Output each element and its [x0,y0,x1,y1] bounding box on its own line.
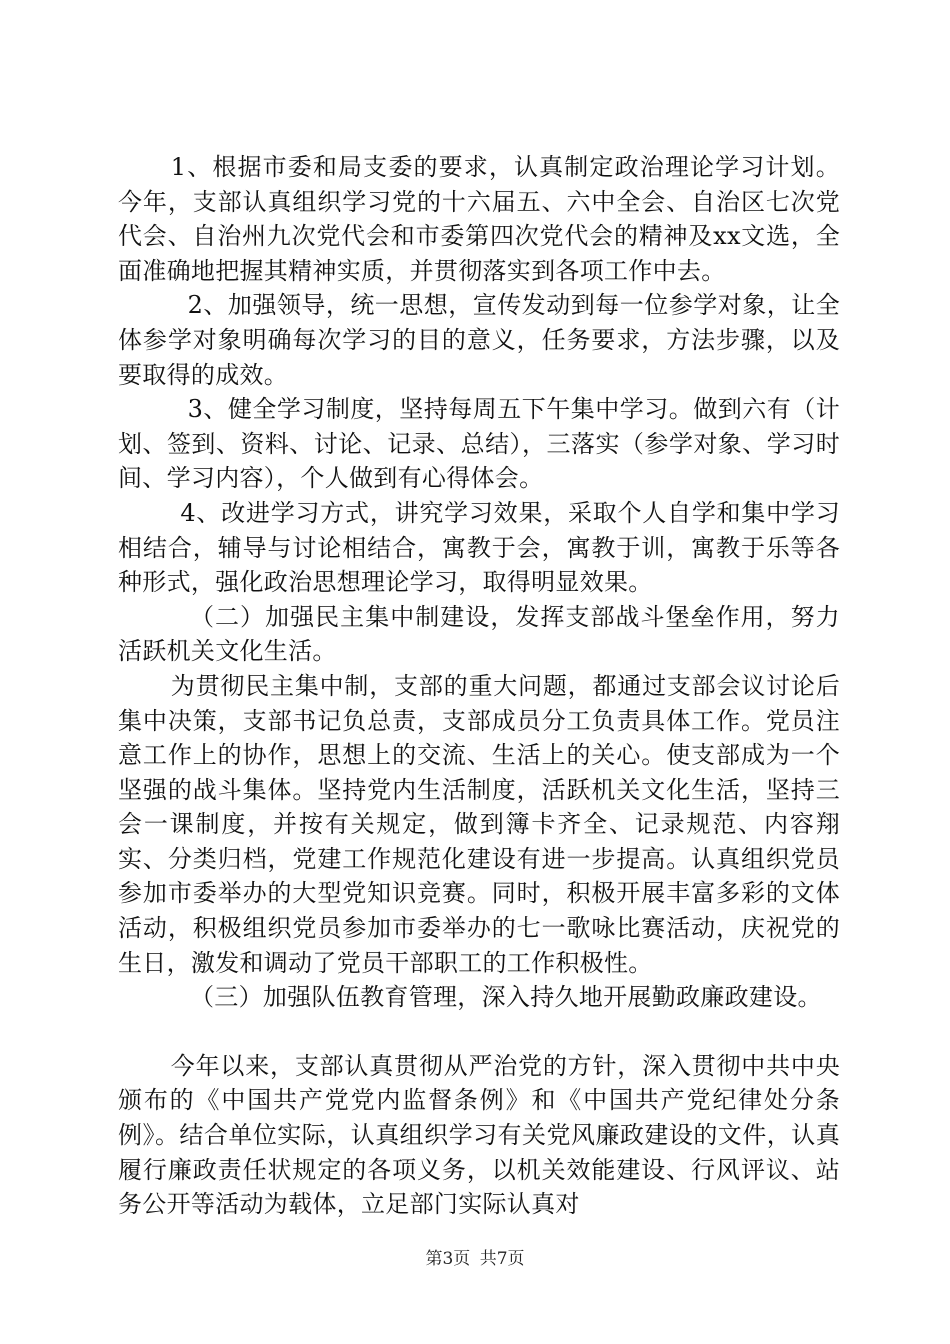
paragraph-item-3: 3、健全学习制度，坚持每周五下午集中学习。做到六有（计划、签到、资料、讨论、记录、总结），三落实（参学对象、学习时间、学习内容），个人做到有心得体会。 [118,395,840,493]
paragraph-item-1: 1、根据市委和局支委的要求，认真制定政治理论学习计划。今年，支部认真组织学习党的十六届五、六中全会、自治区七次党代会、自治州九次党代会和市委第四次党代会的精神及xx文选，全面准确地把握其精神实质，并贯彻落实到各项工作中去。 [118,153,840,285]
paragraph-democratic-centralism: 为贯彻民主集中制，支部的重大问题，都通过支部会议讨论后集中决策，支部书记负总责，支部成员分工负责具体工作。党员注意工作上的协作，思想上的交流、生活上的关心。使支部成为一个坚强的战斗集体。坚持党内生活制度，活跃机关文化生活，坚持三会一课制度，并按有关规定，做到簿卡齐全、记录规范、内容翔实、分类归档，党建工作规范化建设有进一步提高。认真组织党员参加市委举办的大型党知识竞赛。同时，积极开展丰富多彩的文体活动，积极组织党员参加市委举办的七一歌咏比赛活动，庆祝党的生日，激发和调动了党员干部职工的工作积极性。 [118,671,840,977]
paragraph-item-2: 2、加强领导，统一思想，宣传发动到每一位参学对象，让全体参学对象明确每次学习的目的意义，任务要求，方法步骤，以及要取得的成效。 [118,291,840,389]
page-footer [0,1244,950,1269]
section-heading-3: （三）加强队伍教育管理，深入持久地开展勤政廉政建设。 [190,983,822,1012]
section-heading-2: （二）加强民主集中制建设，发挥支部战斗堡垒作用，努力活跃机关文化生活。 [118,602,840,666]
page-total: 共7页 [479,1249,525,1269]
paragraph-item-4: 4、改进学习方式，讲究学习效果，采取个人自学和集中学习相结合，辅导与讨论相结合，寓教于会，寓教于训，寓教于乐等各种形式，强化政治思想理论学习，取得明显效果。 [118,498,840,597]
page-number: 第3页 [425,1249,471,1269]
paragraph-clean-government: 今年以来，支部认真贯彻从严治党的方针，深入贯彻中共中央颁布的《中国共产党党内监督条例》和《中国共产党纪律处分条例》。结合单位实际，认真组织学习有关党风廉政建设的文件，认真履行廉政责任状规定的各项义务，以机关效能建设、行风评议、站务公开等活动为载体，立足部门实际认真对 [118,1051,840,1219]
document-body [118,150,840,1222]
